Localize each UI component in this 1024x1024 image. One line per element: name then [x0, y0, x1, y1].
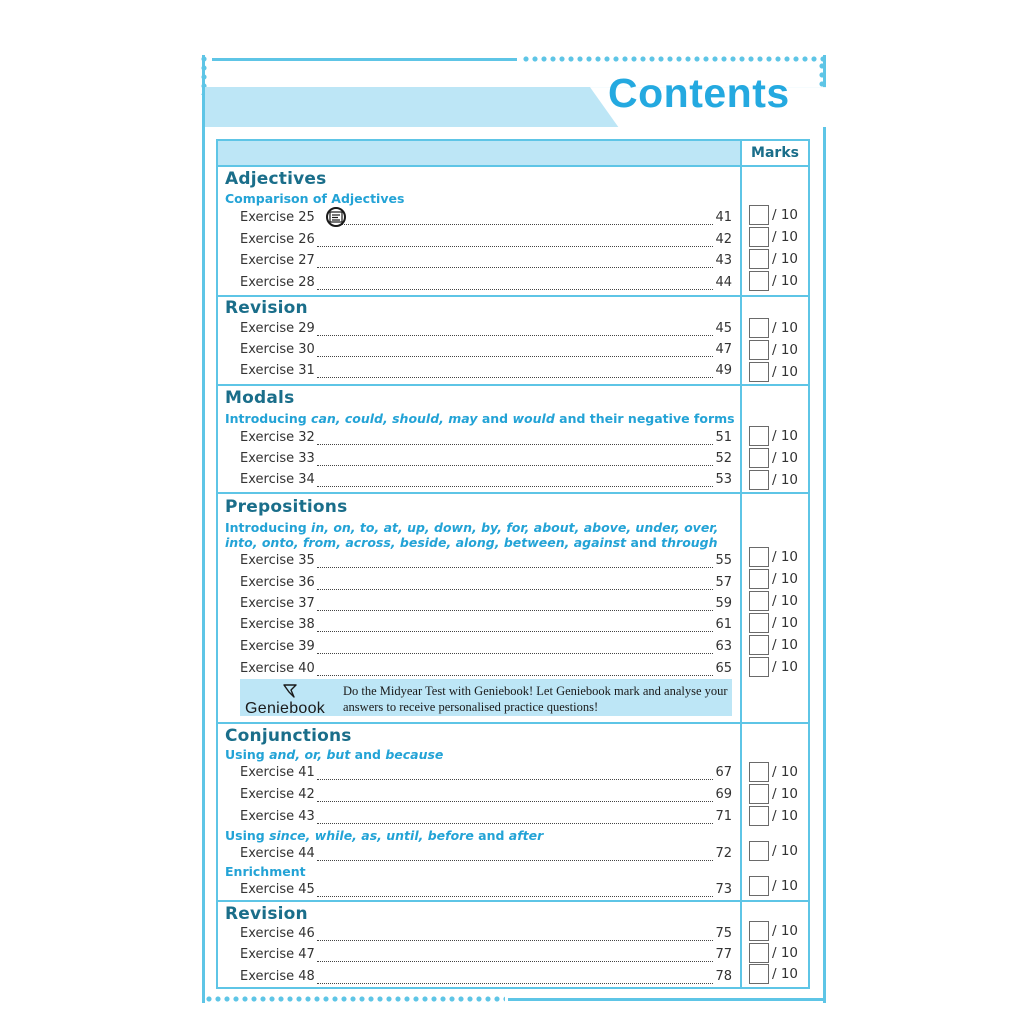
mark-total: / 10: [772, 966, 799, 982]
mark-field[interactable]: [749, 426, 805, 446]
exercise-label: Exercise 32: [240, 430, 315, 445]
page-number: 42: [715, 232, 732, 247]
exercise-row[interactable]: [240, 272, 732, 290]
mark-field[interactable]: [749, 943, 805, 963]
mark-total: / 10: [772, 320, 799, 336]
mark-total: / 10: [772, 571, 799, 587]
mark-field[interactable]: [749, 470, 805, 490]
exercise-label: Exercise 25: [240, 210, 315, 225]
mark-input-box[interactable]: [749, 635, 769, 655]
page-number: 43: [715, 253, 732, 268]
section-subtitle: Introducing can, could, should, may and would and their negative forms: [225, 411, 735, 426]
mark-input-box[interactable]: [749, 318, 769, 338]
mark-input-box[interactable]: [749, 806, 769, 826]
dotted-border-top: [522, 55, 824, 63]
page-number: 67: [715, 765, 732, 780]
leader-dots: [317, 599, 714, 611]
e-book-icon[interactable]: [326, 207, 346, 227]
page-number: 52: [715, 451, 732, 466]
mark-input-box[interactable]: [749, 271, 769, 291]
mark-input-box[interactable]: [749, 448, 769, 468]
exercise-row[interactable]: [240, 339, 732, 357]
mark-field[interactable]: [749, 249, 805, 269]
exercise-label: Exercise 34: [240, 472, 315, 487]
section-title-adjectives: Adjectives: [225, 169, 327, 189]
mark-total: / 10: [772, 428, 799, 444]
section-title-conjunctions: Conjunctions: [225, 726, 352, 746]
exercise-label: Exercise 36: [240, 575, 315, 590]
leader-dots: [317, 790, 714, 802]
leader-dots: [317, 885, 714, 897]
mark-field[interactable]: [749, 227, 805, 247]
leader-dots: [317, 972, 714, 984]
exercise-row[interactable]: [240, 469, 732, 487]
leader-dots: [317, 235, 714, 247]
section-title-revision: Revision: [225, 298, 308, 318]
dotted-border-bottom: [205, 995, 505, 1003]
mark-total: / 10: [772, 808, 799, 824]
border-line-top: [212, 58, 517, 61]
mark-input-box[interactable]: [749, 613, 769, 633]
exercise-row[interactable]: [240, 636, 732, 654]
leader-dots: [317, 475, 714, 487]
exercise-row[interactable]: [240, 550, 732, 568]
mark-total: / 10: [772, 786, 799, 802]
exercise-row[interactable]: [240, 572, 732, 590]
exercise-label: Exercise 48: [240, 969, 315, 984]
mark-input-box[interactable]: [749, 841, 769, 861]
marks-column-divider: [740, 139, 742, 989]
section-divider: [216, 722, 810, 724]
mark-total: / 10: [772, 615, 799, 631]
exercise-label: Exercise 44: [240, 846, 315, 861]
mark-field[interactable]: [749, 591, 805, 611]
leader-dots: [317, 578, 714, 590]
mark-input-box[interactable]: [749, 943, 769, 963]
leader-dots: [317, 345, 714, 357]
exercise-row[interactable]: [240, 448, 732, 466]
mark-field[interactable]: [749, 635, 805, 655]
mark-input-box[interactable]: [749, 964, 769, 984]
page-number: 45: [715, 321, 732, 336]
exercise-row[interactable]: [240, 843, 732, 861]
mark-field[interactable]: [749, 613, 805, 633]
mark-total: / 10: [772, 923, 799, 939]
mark-field[interactable]: [749, 657, 805, 677]
exercise-row[interactable]: [240, 658, 732, 676]
mark-input-box[interactable]: [749, 362, 769, 382]
exercise-label: Exercise 37: [240, 596, 315, 611]
mark-input-box[interactable]: [749, 876, 769, 896]
mark-field[interactable]: [749, 569, 805, 589]
mark-field[interactable]: [749, 921, 805, 941]
section-subtitle: Using and, or, but and because: [225, 747, 444, 762]
exercise-label: Exercise 43: [240, 809, 315, 824]
mark-total: / 10: [772, 273, 799, 289]
mark-input-box[interactable]: [749, 426, 769, 446]
page-number: 59: [715, 596, 732, 611]
mark-input-box[interactable]: [749, 547, 769, 567]
mark-field[interactable]: [749, 547, 805, 567]
exercise-label: Exercise 33: [240, 451, 315, 466]
section-divider: [216, 900, 810, 902]
page-number: 51: [715, 430, 732, 445]
exercise-row[interactable]: [240, 229, 732, 247]
exercise-label: Exercise 47: [240, 947, 315, 962]
section-subtitle: Comparison of Adjectives: [225, 191, 405, 206]
mark-total: / 10: [772, 342, 799, 358]
exercise-label: Exercise 41: [240, 765, 315, 780]
section-divider: [216, 295, 810, 297]
exercise-label: Exercise 26: [240, 232, 315, 247]
exercise-row[interactable]: [240, 879, 732, 897]
page-number: 41: [715, 210, 732, 225]
mark-input-box[interactable]: [749, 227, 769, 247]
page-number: 63: [715, 639, 732, 654]
mark-total: / 10: [772, 593, 799, 609]
mark-input-box[interactable]: [749, 205, 769, 225]
mark-field[interactable]: [749, 964, 805, 984]
leader-dots: [317, 768, 714, 780]
leader-dots: [317, 278, 714, 290]
section-subtitle: Using since, while, as, until, before and after: [225, 828, 544, 843]
leader-dots: [317, 620, 714, 632]
exercise-row[interactable]: [240, 784, 732, 802]
section-divider: [216, 384, 810, 386]
leader-dots: [317, 950, 714, 962]
section-subtitle: Introducing in, on, to, at, up, down, by, for, about, above, under, over, into, onto, from, across, beside, along, between, against and through: [225, 520, 719, 550]
mark-input-box[interactable]: [749, 921, 769, 941]
mark-total: / 10: [772, 472, 799, 488]
mark-field[interactable]: [749, 205, 805, 225]
mark-field[interactable]: [749, 762, 805, 782]
border-line-bottom: [508, 998, 824, 1001]
page-number: 49: [715, 363, 732, 378]
section-divider: [216, 492, 810, 494]
mark-field[interactable]: [749, 841, 805, 861]
exercise-label: Exercise 27: [240, 253, 315, 268]
leader-dots: [317, 812, 714, 824]
mark-input-box[interactable]: [749, 249, 769, 269]
page-number: 75: [715, 926, 732, 941]
section-title-modals: Modals: [225, 388, 295, 408]
page-title: Contents: [608, 70, 790, 116]
exercise-label: Exercise 31: [240, 363, 315, 378]
exercise-row[interactable]: [240, 207, 732, 225]
exercise-label: Exercise 42: [240, 787, 315, 802]
page-number: 72: [715, 846, 732, 861]
mark-input-box[interactable]: [749, 657, 769, 677]
mark-total: / 10: [772, 549, 799, 565]
section-title-prepositions: Prepositions: [225, 497, 348, 517]
mark-total: / 10: [772, 229, 799, 245]
mark-total: / 10: [772, 450, 799, 466]
marks-column-header: Marks: [751, 145, 799, 161]
section-title-revision: Revision: [225, 904, 308, 924]
page-number: 69: [715, 787, 732, 802]
page-number: 47: [715, 342, 732, 357]
exercise-label: Exercise 39: [240, 639, 315, 654]
leader-dots: [317, 642, 714, 654]
section-subtitle: Enrichment: [225, 864, 306, 879]
leader-dots: [317, 556, 714, 568]
page-number: 77: [715, 947, 732, 962]
page-number: 61: [715, 617, 732, 632]
mark-input-box[interactable]: [749, 784, 769, 804]
mark-total: / 10: [772, 364, 799, 380]
exercise-row[interactable]: [240, 923, 732, 941]
exercise-row[interactable]: [240, 806, 732, 824]
exercise-label: Exercise 45: [240, 882, 315, 897]
exercise-row[interactable]: [240, 944, 732, 962]
geniebook-logo: Geniebook: [245, 700, 326, 717]
mark-field[interactable]: [749, 806, 805, 826]
mark-field[interactable]: [749, 318, 805, 338]
mark-input-box[interactable]: [749, 470, 769, 490]
mark-input-box[interactable]: [749, 340, 769, 360]
mark-total: / 10: [772, 764, 799, 780]
exercise-row[interactable]: [240, 360, 732, 378]
table-header: [218, 141, 740, 166]
mark-total: / 10: [772, 637, 799, 653]
leader-dots: [317, 849, 714, 861]
exercise-label: Exercise 29: [240, 321, 315, 336]
mark-total: / 10: [772, 878, 799, 894]
leader-dots: [317, 454, 714, 466]
exercise-row[interactable]: [240, 966, 732, 984]
mark-total: / 10: [772, 207, 799, 223]
leader-dots: [317, 433, 714, 445]
mark-total: / 10: [772, 659, 799, 675]
leader-dots: [317, 256, 714, 268]
exercise-label: Exercise 40: [240, 661, 315, 676]
mark-input-box[interactable]: [749, 569, 769, 589]
geniebook-message: Do the Midyear Test with Geniebook! Let Geniebook mark and analyse your answers to receive personalised practice questions!: [343, 684, 728, 714]
leader-dots: [317, 664, 714, 676]
leader-dots: [317, 929, 714, 941]
mark-field[interactable]: [749, 876, 805, 896]
exercise-row[interactable]: [240, 427, 732, 445]
mark-field[interactable]: [749, 340, 805, 360]
exercise-row[interactable]: [240, 318, 732, 336]
leader-dots: [341, 213, 714, 225]
exercise-row[interactable]: [240, 614, 732, 632]
mark-input-box[interactable]: [749, 762, 769, 782]
page-number: 53: [715, 472, 732, 487]
leader-dots: [317, 366, 714, 378]
page-number: 78: [715, 969, 732, 984]
genie-lamp-icon: [281, 681, 301, 699]
exercise-row[interactable]: [240, 762, 732, 780]
exercise-label: Exercise 38: [240, 617, 315, 632]
page-number: 73: [715, 882, 732, 897]
leader-dots: [317, 324, 714, 336]
mark-field[interactable]: [749, 448, 805, 468]
exercise-row[interactable]: [240, 250, 732, 268]
exercise-label: Exercise 28: [240, 275, 315, 290]
page-number: 65: [715, 661, 732, 676]
exercise-row[interactable]: [240, 593, 732, 611]
mark-field[interactable]: [749, 784, 805, 804]
page-number: 55: [715, 553, 732, 568]
mark-total: / 10: [772, 843, 799, 859]
mark-field[interactable]: [749, 271, 805, 291]
mark-input-box[interactable]: [749, 591, 769, 611]
exercise-label: Exercise 35: [240, 553, 315, 568]
mark-total: / 10: [772, 251, 799, 267]
page-number: 57: [715, 575, 732, 590]
page-number: 44: [715, 275, 732, 290]
mark-field[interactable]: [749, 362, 805, 382]
exercise-label: Exercise 30: [240, 342, 315, 357]
mark-total: / 10: [772, 945, 799, 961]
exercise-label: Exercise 46: [240, 926, 315, 941]
header-rule: [216, 165, 810, 167]
page-number: 71: [715, 809, 732, 824]
